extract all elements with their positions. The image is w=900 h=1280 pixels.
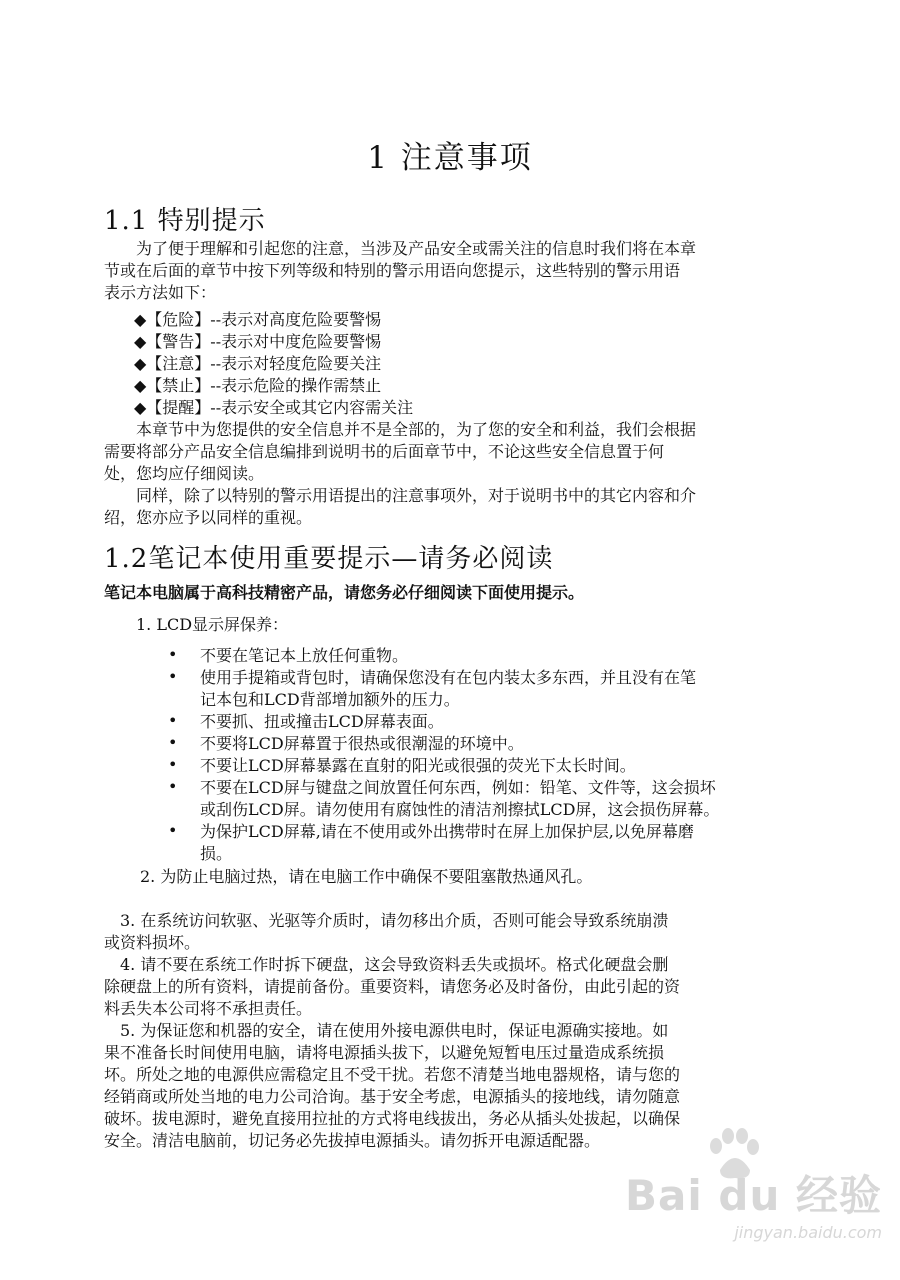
bullet-icon: • [168,733,178,752]
intro-paragraph [104,238,804,304]
section-heading-1-2: 1.2笔记本使用重要提示—请务必阅读 [104,544,554,574]
level-item-prohibit: ◆【禁止】--表示危险的操作需禁止 [134,376,382,395]
bullet-text: 不要让LCD屏幕暴露在直射的阳光或很强的荧光下太长时间。 [200,756,636,775]
bullet-text: 不要在LCD屏与键盘之间放置任何东西，例如：铅笔、文件等，这会损坏 [200,778,716,797]
item-media [104,910,804,954]
section-heading-1-1: 1.1 特别提示 [104,206,266,236]
safety-paragraph [104,419,804,485]
text-line: 本章节中为您提供的安全信息并不是全部的，为了您的安全和利益，我们会根据 [136,420,697,439]
text-line: 需要将部分产品安全信息编排到说明书的后面章节中，不论这些安全信息置于何 [104,442,665,461]
text-line: 节或在后面的章节中按下列等级和特别的警示用语向您提示，这些特别的警示用语 [104,261,681,280]
bullet-text: 不要抓、扭或撞击LCD屏幕表面。 [200,712,444,731]
bullet-text: 不要将LCD屏幕置于很热或很潮湿的环境中。 [200,734,524,753]
bullet-text: 不要在笔记本上放任何重物。 [200,646,409,665]
item-harddisk [104,954,804,1020]
text-line: 4. 请不要在系统工作时拆下硬盘，这会导致资料丢失或损坏。格式化硬盘会删 [120,955,669,974]
bullet-text-cont: 记本包和LCD背部增加额外的压力。 [200,690,460,709]
bullet-icon: • [168,821,178,840]
text-line: 处，您均应仔细阅读。 [104,464,265,483]
level-item-warning: ◆【警告】--表示对中度危险要警惕 [134,332,382,351]
text-line: 为了便于理解和引起您的注意，当涉及产品安全或需关注的信息时我们将在本章 [136,239,697,258]
item-overheat: 2. 为防止电脑过热，请在电脑工作中确保不要阻塞散热通风孔。 [140,867,593,886]
bullet-text-cont: 损。 [200,844,233,863]
item-lcd-title: 1. LCD显示屏保养： [136,615,289,634]
text-line: 同样，除了以特别的警示用语提出的注意事项外，对于说明书中的其它内容和介 [136,486,697,505]
level-item-remind: ◆【提醒】--表示安全或其它内容需关注 [134,398,414,417]
level-item-caution: ◆【注意】--表示对轻度危险要关注 [134,354,382,373]
text-line: 表示方法如下： [104,283,217,302]
bullet-icon: • [168,711,178,730]
bullet-icon: • [168,667,178,686]
bullet-icon: • [168,645,178,664]
text-line: 安全。清洁电脑前，切记务必先拔掉电源插头。请勿拆开电源适配器。 [104,1131,601,1150]
bullet-text-cont: 或刮伤LCD屏。请勿使用有腐蚀性的清洁剂擦拭LCD屏，这会损伤屏幕。 [200,800,720,819]
text-line: 3. 在系统访问软驱、光驱等介质时，请勿移出介质，否则可能会导致系统崩溃 [120,911,669,930]
bullet-text: 使用手提箱或背包时，请确保您没有在包内装太多东西，并且没有在笔 [200,668,697,687]
bullet-text: 为保护LCD屏幕,请在不使用或外出携带时在屏上加保护层,以免屏幕磨 [200,822,694,841]
page-title: 1 注意事项 [367,140,533,176]
item-power [104,1020,804,1152]
text-line: 坏。所处之地的电源供应需稳定且不受干扰。若您不清楚当地电器规格，请与您的 [104,1065,681,1084]
text-line: 除硬盘上的所有资料，请提前备份。重要资料，请您务必及时备份，由此引起的资 [104,977,681,996]
attention-paragraph [104,485,804,529]
text-line: 经销商或所处当地的电力公司洽询。基于安全考虑，电源插头的接地线，请勿随意 [104,1087,681,1106]
text-line: 破坏。拔电源时，避免直接用拉扯的方式将电线拔出，务必从插头处拔起，以确保 [104,1109,681,1128]
text-line: 5. 为保证您和机器的安全，请在使用外接电源供电时，保证电源确实接地。如 [120,1021,669,1040]
level-item-danger: ◆【危险】--表示对高度危险要警惕 [134,310,382,329]
text-line: 料丢失本公司将不承担责任。 [104,999,313,1018]
watermark-url: jingyan.baidu.com [734,1223,882,1242]
watermark-logo: Bai du 经验 [625,1171,882,1220]
lead-sentence: 笔记本电脑属于高科技精密产品，请您务必仔细阅读下面使用提示。 [104,583,585,602]
text-line: 绍，您亦应予以同样的重视。 [104,508,313,527]
bullet-icon: • [168,755,178,774]
text-line: 或资料损坏。 [104,933,201,952]
watermark [625,1163,882,1242]
bullet-icon: • [168,777,178,796]
text-line: 果不准备长时间使用电脑，请将电源插头拔下，以避免短暂电压过量造成系统损 [104,1043,665,1062]
